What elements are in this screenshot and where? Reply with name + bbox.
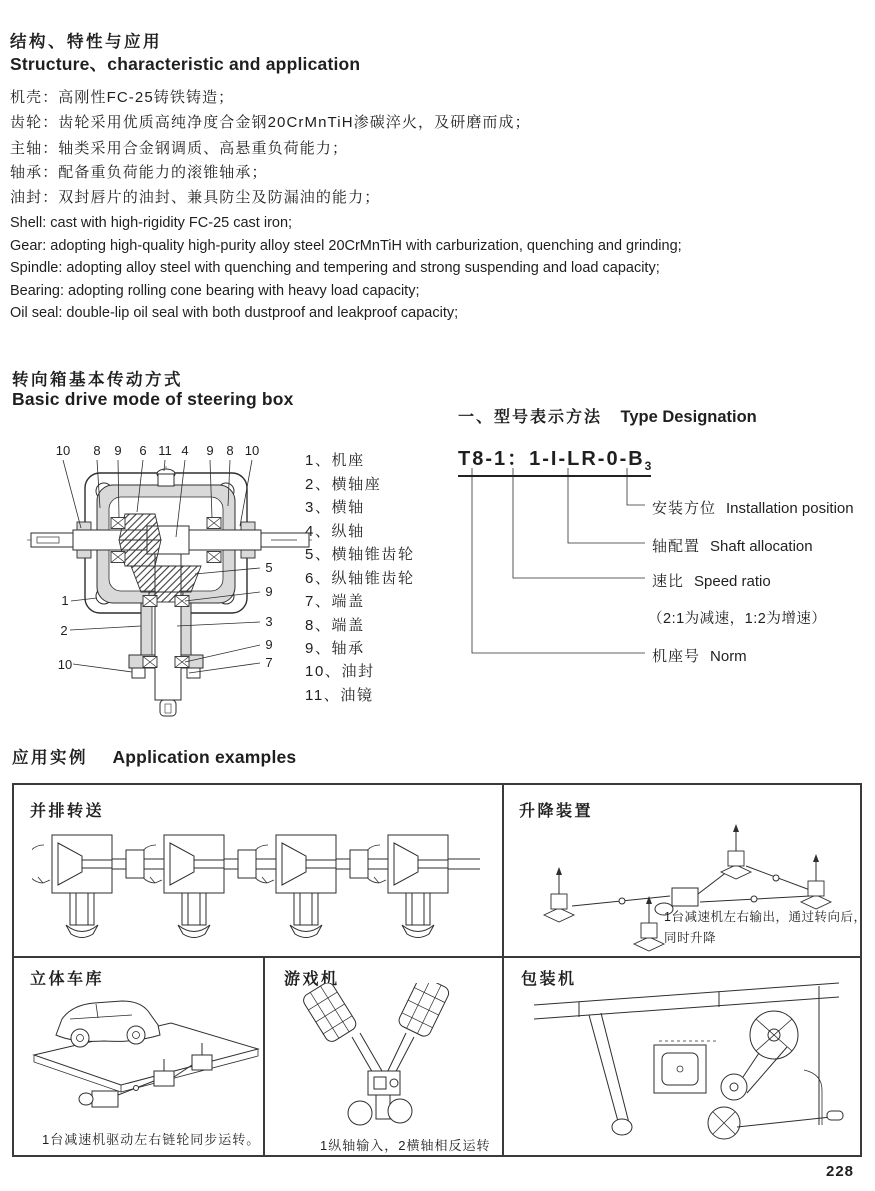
spec-zh-spindle: 主轴：轴类采用合金钢调质、高悬重负荷能力； [10,140,349,157]
drive-title-en: Basic drive mode of steering box [12,389,294,409]
callout-2: 2 [60,623,68,638]
label-speed-ratio: 速比 Speed ratio [652,573,771,590]
callout-11: 11 [158,443,172,458]
part-9: 9、轴承 [305,640,365,657]
panel-label-packer: 包装机 [521,971,577,988]
callout-8: 8 [93,443,101,458]
panel-label-lift: 升降装置 [519,803,594,820]
page-number: 228 [826,1163,855,1180]
applications-heading [12,744,296,768]
lift-caption-line2: 同时升降 [664,931,717,945]
callout-10b: 10 [244,443,260,458]
type-designation-heading [458,404,757,427]
parallel-transfer-drawing [32,815,487,953]
type-designation-heading-en: Type Designation [620,408,757,426]
model-code-subscript: 3 [644,459,652,473]
type-designation-heading-zh: 一、型号表示方法 [458,409,603,426]
spec-en-spindle: Spindle: adopting alloy steel with quenching and tempering and strong suspending and load capacity; [10,260,660,276]
drive-title-zh: 转向箱基本传动方式 [12,371,183,389]
callout-8b: 8 [226,443,234,458]
structure-title-zh: 结构、特性与应用 [10,33,162,51]
structure-title-en: Structure、characteristic and application [10,54,361,74]
spec-en-bearing: Bearing: adopting rolling cone bearing with heavy load capacity; [10,283,420,299]
spec-zh-shell: 机壳：高刚性FC-25铸铁铸造； [10,89,235,106]
horizontal-shaft [31,526,309,554]
part-6: 6、纵轴锥齿轮 [305,570,415,587]
part-4: 4、纵轴 [305,523,365,540]
part-10: 10、油封 [305,663,375,680]
packaging-machine-drawing [519,975,855,1147]
callout-1: 1 [61,593,69,608]
part-1: 1、机座 [305,452,365,469]
callout-6: 6 [139,443,147,458]
spec-zh-oilseal: 油封：双封唇片的油封、兼具防尘及防漏油的能力； [10,189,381,206]
part-11: 11、油镜 [305,687,374,704]
callout-3: 3 [265,614,273,629]
spec-en-shell: Shell: cast with high-rigidity FC-25 cast iron; [10,215,293,231]
game-machine-drawing [272,983,494,1128]
part-3: 3、横轴 [305,499,365,516]
panel-label-game: 游戏机 [284,971,340,988]
parking-garage-drawing [26,983,261,1123]
label-installation-position: 安装方位 Installation position [652,500,854,517]
bottom-column-divider-1 [263,956,265,1155]
callout-9b: 9 [206,443,214,458]
part-5: 5、横轴锥齿轮 [305,546,415,563]
spec-en-oilseal: Oil seal: double-lip oil seal with both dustproof and leakproof capacity; [10,305,459,321]
callout-10: 10 [55,443,71,458]
applications-table [12,783,867,1157]
part-8: 8、端盖 [305,617,365,634]
panel-label-parallel: 并排转送 [30,803,105,820]
part-7: 7、端盖 [305,593,365,610]
part-2: 2、横轴座 [305,476,382,493]
bottom-column-divider-2 [502,956,504,1155]
top-column-divider [502,785,504,956]
applications-title-zh: 应用实例 [12,749,88,767]
callout-5: 5 [265,560,273,575]
speed-ratio-note: （2:1为减速，1:2为增速） [648,611,827,627]
spec-en-gear: Gear: adopting high-quality high-purity alloy steel 20CrMnTiH with carburization, quenching and grinding; [10,238,682,254]
callout-9: 9 [114,443,122,458]
applications-title-en: Application examples [112,747,297,767]
spec-zh-gear: 齿轮：齿轮采用优质高纯净度合金钢20CrMnTiH渗碳淬火，及研磨而成； [10,114,531,131]
callout-9c: 9 [265,584,273,599]
gearbox-cross-section-diagram [25,438,315,718]
lift-caption-line1: 1台减速机左右输出，通过转向后， [664,910,867,924]
panel-label-garage: 立体车库 [30,971,105,988]
model-code: T8-1：$1-I-LR-0-B_3$ [458,442,651,477]
label-shaft-allocation: 轴配置 Shaft allocation [652,538,813,555]
spec-zh-bearing: 轴承：配备重负荷能力的滚锥轴承； [10,164,268,181]
game-caption: 1纵轴输入，2横轴相反运转 [320,1138,491,1153]
row-divider [14,956,860,958]
callout-10c: 10 [57,657,73,672]
label-norm: 机座号 Norm [652,648,747,665]
designation-connector-lines [455,450,655,665]
callout-9d: 9 [265,637,273,652]
callout-7: 7 [265,655,273,670]
callout-4: 4 [181,443,189,458]
garage-caption: 1台减速机驱动左右链轮同步运转。 [42,1132,261,1147]
